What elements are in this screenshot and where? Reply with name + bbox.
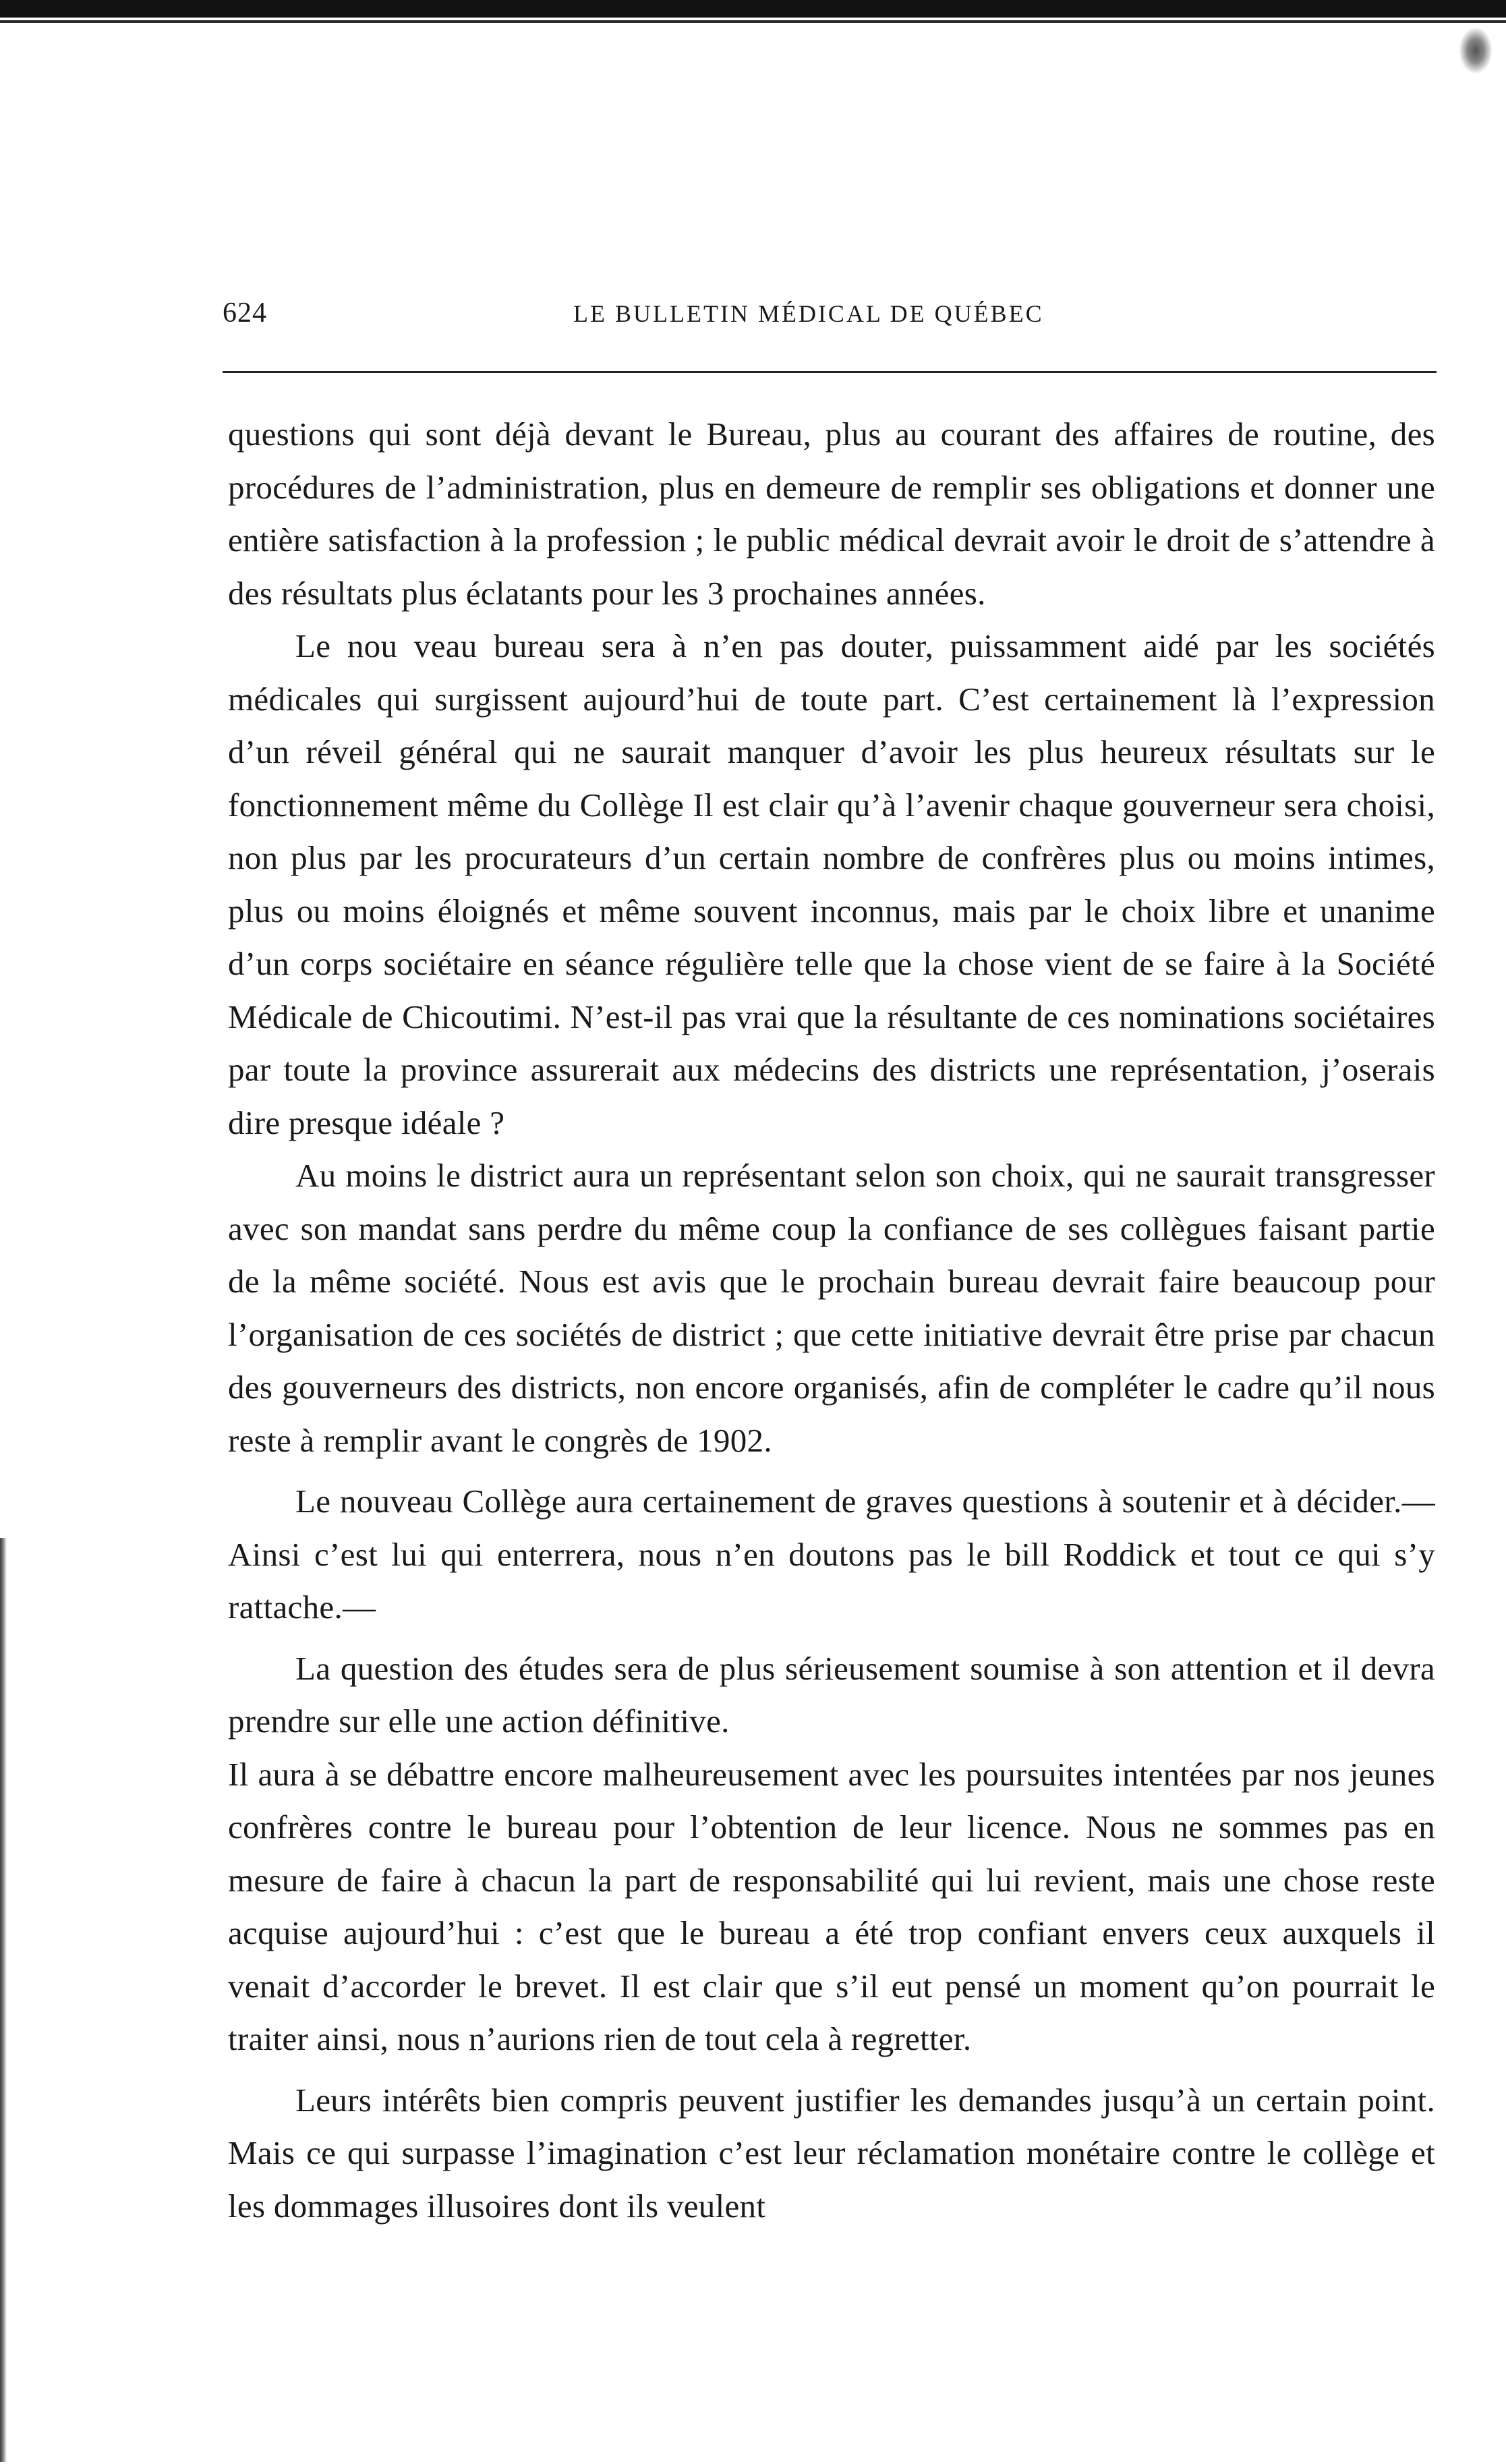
paragraph-district: Au moins le district aura un représentant selon son choix, qui ne saurait transgresser avec son mandat sans perdre du même coup la confiance de ses collègues faisant partie de la même société. Nous est avis que le prochain bureau devrait faire beaucoup pour l’organisation de ces sociétés de district ; que cette initiative devrait être prise par chacun des gouverneurs des districts, non encore organisés, afin de compléter le cadre qu’il nous reste à remplir avant le congrès de 1902. <box>228 1157 1435 1459</box>
scan-top-border <box>0 0 1506 18</box>
journal-title: LE BULLETIN MÉDICAL DE QUÉBEC <box>573 300 1044 327</box>
paragraph-nouveau-bureau: Le nou veau bureau sera à n’en pas douter, puissamment aidé par les sociétés médicales qui surgissent aujourd’hui de toute part. C’est certainement là l’expression d’un réveil général qui ne saurait manquer d’avoir les plus heureux résultats sur le fonctionnement même du Collège Il est clair qu’à l’avenir chaque gouverneur sera choisi, non plus par les procurateurs d’un certain nombre de confrères plus ou moins intimes, plus ou moins éloignés et même souvent inconnus, mais par le choix libre et unanime d’un corps sociétaire en séance régulière telle que la chose vient de se faire à la Société Médicale de Chicoutimi. N’est-il pas vrai que la résultante de ces nominations sociétaires par toute la province assurerait aux médecins des districts une représentation, j’oserais dire presque idéale ? <box>228 627 1435 1141</box>
paragraph-college: Le nouveau Collège aura certainement de graves questions à soutenir et à décider.—Ainsi c’est lui qui enterrera, nous n’en doutons pas le bill Roddick et tout ce qui s’y rattache.— <box>228 1483 1435 1626</box>
paragraph-poursuites: Il aura à se débattre encore malheureusement avec les poursuites intentées par nos jeunes confrères contre le bureau pour l’obtention de leur licence. Nous ne sommes pas en mesure de faire à chacun la part de responsabilité qui lui revient, mais une chose reste acquise aujourd’hui : c’est que le bureau a été trop confiant envers ceux auxquels il venait d’accorder le brevet. Il est clair que s’il eut pensé un moment qu’on pourrait le traiter ainsi, nous n’aurions rien de tout cela à regretter. <box>228 1755 1435 2057</box>
paragraph-continued: questions qui sont déjà devant le Bureau, plus au courant des affaires de routine, des procédures de l’administration, plus en demeure de remplir ses obligations et donner une entière satisfaction à la profession ; le public médical devrait avoir le droit de s’attendre à des résultats plus éclatants pour les 3 prochaines années. <box>228 416 1435 612</box>
paragraph-interets: Leurs intérêts bien compris peuvent justifier les demandes jusqu’à un certain point. Mais ce qui surpasse l’imagination c’est leur réclamation monétaire contre le collège et les dommages illusoires dont ils veulent <box>228 2081 1435 2225</box>
scan-top-border-line <box>0 20 1506 23</box>
header-rule <box>223 371 1437 373</box>
running-head <box>223 297 1437 337</box>
paragraph-etudes: La question des études sera de plus sérieusement soumise à son attention et il devra prendre sur elle une action définitive. <box>228 1649 1435 1740</box>
article-body <box>228 408 1435 2233</box>
page-number: 624 <box>223 297 267 328</box>
scan-left-edge <box>0 1538 7 2462</box>
scan-corner-smudge <box>1459 27 1493 74</box>
